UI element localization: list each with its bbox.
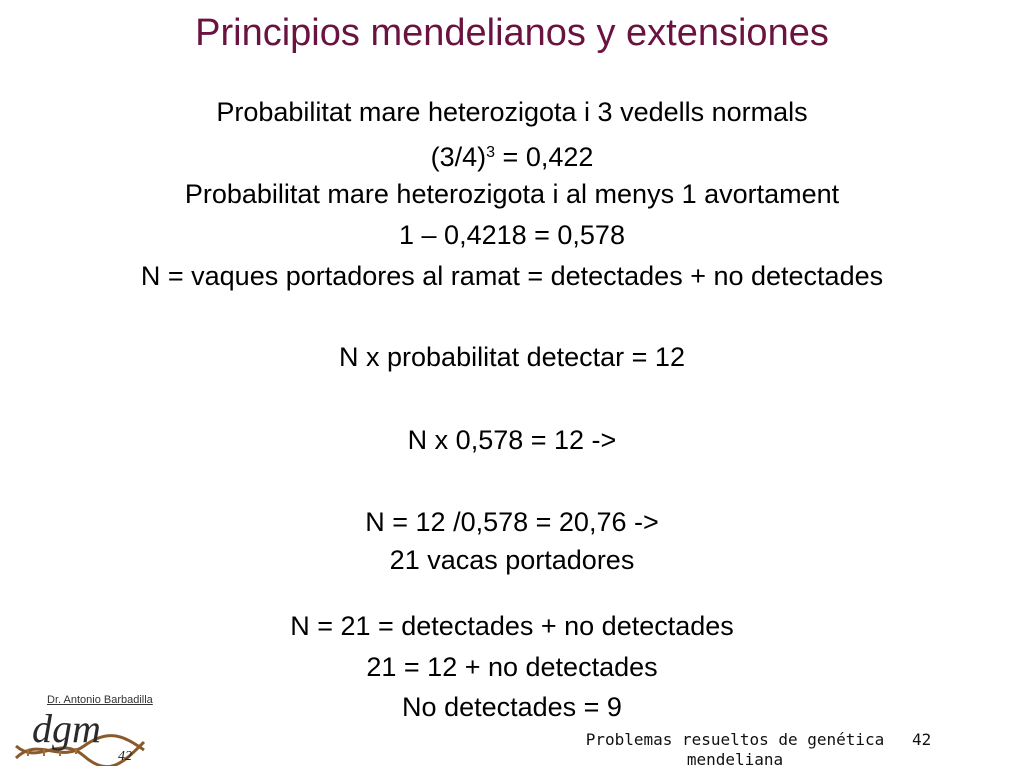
dgm-logo [14,694,164,766]
logo-number: 42 [118,749,132,764]
footer-caption [585,730,885,770]
slide-title: Principios mendelianos y extensiones [195,12,829,54]
formula-line [0,136,1024,174]
page-number: 42 [912,730,932,749]
text-line: Probabilitat mare heterozigota i al menys 1 avortament [184,179,840,209]
text-line: Probabilitat mare heterozigota i 3 vedells normals [216,97,808,127]
text-line: N = vaques portadores al ramat = detectades + no detectades [140,261,884,291]
formula-base: (3/4) [430,142,487,172]
formula-exponent: 3 [486,144,496,161]
footer-caption-line2: mendeliana [686,750,784,769]
footer-caption-line1: Problemas resueltos de genética [585,730,885,749]
text-line: N x 0,578 = 12 -> [407,425,617,455]
text-line: 21 = 12 + no detectades [366,652,658,682]
formula-result: = 0,422 [495,142,594,172]
dna-helix-icon [14,706,154,766]
text-line: No detectades = 9 [402,692,622,722]
logo-letters: dgm [32,706,101,751]
logo-author: Dr. Antonio Barbadilla [47,694,153,706]
text-line: N = 21 = detectades + no detectades [290,611,734,641]
text-line: N x probabilitat detectar = 12 [339,342,685,372]
text-line: 21 vacas portadores [389,545,635,575]
text-line: 1 – 0,4218 = 0,578 [399,220,625,250]
text-line: N = 12 /0,578 = 20,76 -> [365,507,659,537]
